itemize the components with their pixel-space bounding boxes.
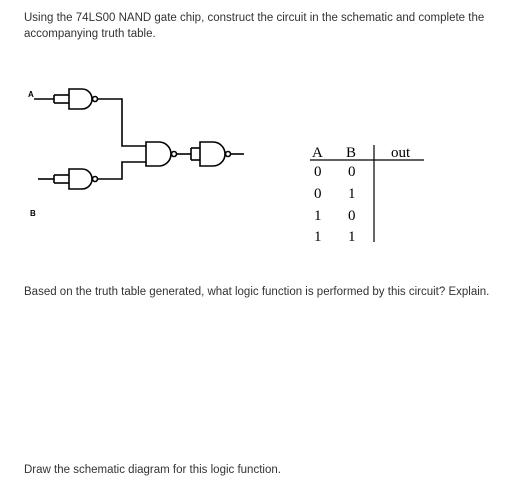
cell-b: 1 xyxy=(348,186,356,202)
nand-gate-4 xyxy=(200,142,231,166)
cell-b: 0 xyxy=(348,164,356,180)
nand-gate-2 xyxy=(54,169,98,189)
header-b: B xyxy=(346,145,357,161)
nand-gate-1 xyxy=(54,89,98,109)
cell-b: 0 xyxy=(348,208,356,224)
nand-schematic xyxy=(24,86,274,216)
header-a: A xyxy=(312,145,323,161)
truth-table xyxy=(308,143,428,243)
cell-a: 0 xyxy=(314,164,322,180)
cell-a: 1 xyxy=(314,208,322,224)
cell-a: 1 xyxy=(314,229,322,243)
input-b-label: B xyxy=(30,209,36,216)
nand-gate-3 xyxy=(146,142,177,166)
draw-prompt-text: Draw the schematic diagram for this logic function. xyxy=(24,464,281,476)
question-text: Based on the truth table generated, what logic function is performed by this circuit? Explain. xyxy=(24,286,490,298)
instructions-text: Using the 74LS00 NAND gate chip, construct the circuit in the schematic and complete the accompanying truth table. xyxy=(24,12,485,40)
input-a-label: A xyxy=(28,90,34,99)
cell-a: 0 xyxy=(314,186,322,202)
header-out: out xyxy=(391,145,411,161)
cell-b: 1 xyxy=(348,229,356,243)
